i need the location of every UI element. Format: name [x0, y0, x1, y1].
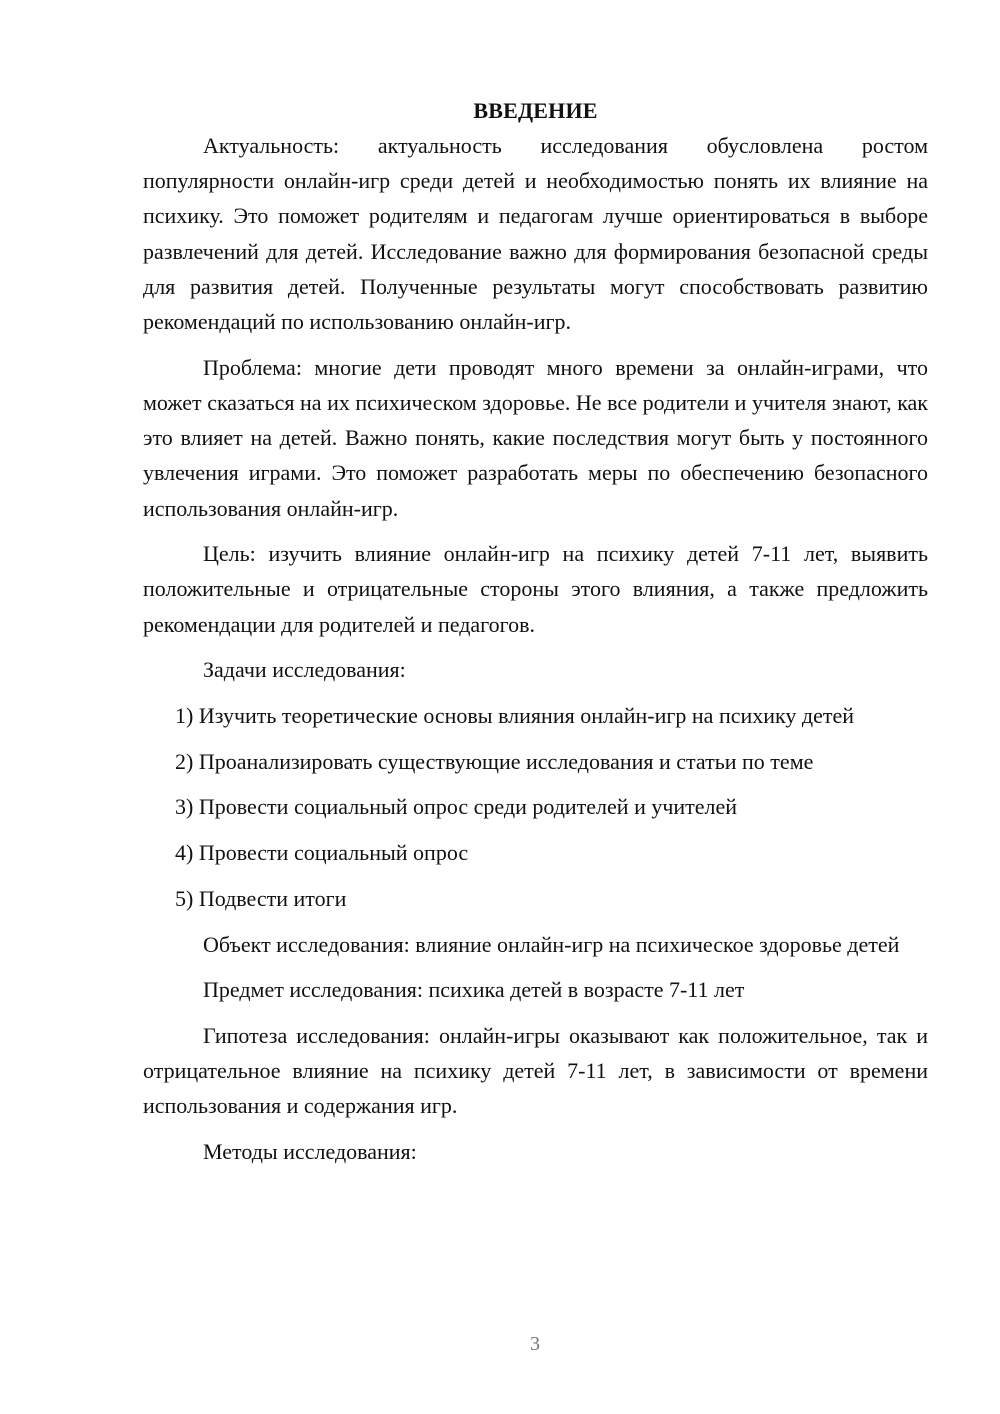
- list-item-task-2: 2) Проанализировать существующие исследования и статьи по теме: [175, 748, 814, 774]
- page-content: [143, 93, 928, 1180]
- paragraph-problem: Проблема: многие дети проводят много времени за онлайн-играми, что может сказаться на их психическом здоровье. Не все родители и учителя знают, как это влияет на детей. Важно понять, какие последствия могут быть у постоянного увлечения играми. Это поможет разработать меры по обеспечению безопасного использования онлайн-игр.: [143, 354, 928, 521]
- list-item-task-5: 5) Подвести итоги: [175, 885, 347, 911]
- paragraph-goal: Цель: изучить влияние онлайн-игр на психику детей 7-11 лет, выявить положительные и отрицательные стороны этого влияния, а также предложить рекомендации для родителей и педагогов.: [143, 541, 928, 637]
- tasks-heading: Задачи исследования:: [203, 657, 406, 683]
- list-item-task-4: 4) Провести социальный опрос: [175, 840, 469, 866]
- page-number: 3: [530, 1333, 540, 1355]
- page-title: ВВЕДЕНИЕ: [473, 98, 598, 123]
- paragraph-hypothesis: Гипотеза исследования: онлайн-игры оказывают как положительное, так и отрицательное влияние на психику детей 7-11 лет, в зависимости от времени использования и содержания игр.: [143, 1022, 928, 1119]
- list-item-task-1: 1) Изучить теоретические основы влияния онлайн-игр на психику детей: [175, 703, 855, 729]
- paragraph-subject: Предмет исследования: психика детей в возрасте 7-11 лет: [203, 977, 745, 1003]
- list-item-task-3: 3) Провести социальный опрос среди родителей и учителей: [175, 794, 738, 820]
- paragraph-object: Объект исследования: влияние онлайн-игр на психическое здоровье детей: [203, 931, 900, 957]
- methods-heading: Методы исследования:: [203, 1139, 417, 1165]
- paragraph-relevance: Актуальность: актуальность исследования обусловлена ростом популярности онлайн-игр среди детей и необходимостью понять их влияние на психику. Это поможет родителям и педагогам лучше ориентироваться в выборе развлечений для детей. Исследование важно для формирования безопасной среды для развития детей. Полученные результаты могут способствовать развитию рекомендаций по использованию онлайн-игр.: [143, 133, 928, 335]
